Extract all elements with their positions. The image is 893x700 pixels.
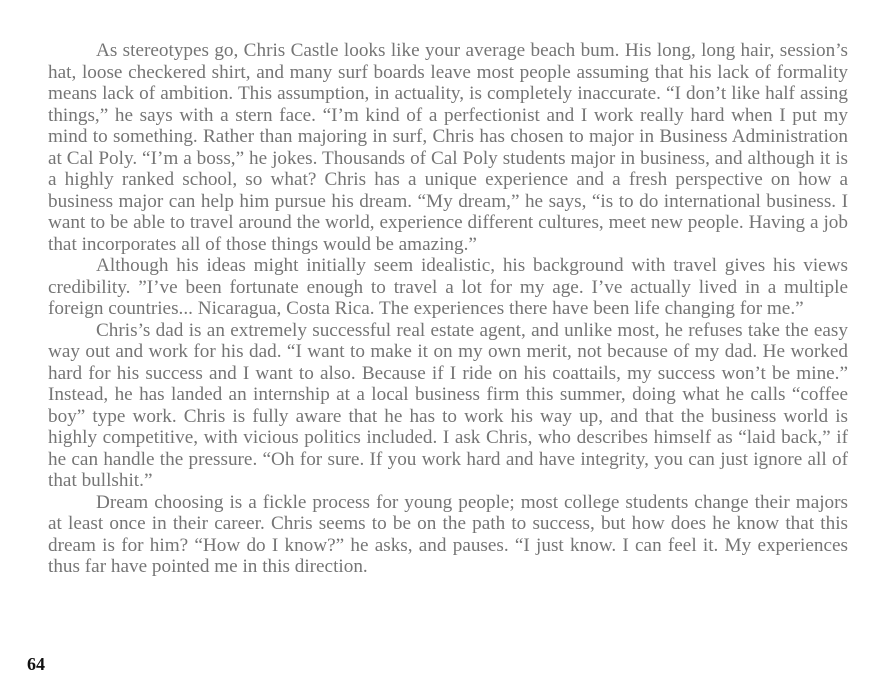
article-body bbox=[48, 40, 848, 578]
paragraph: As stereotypes go, Chris Castle looks like your average beach bum. His long, long hair, session’s hat, loose checkered shirt, and many surf boards leave most people assuming that his lack of formality means lack of ambition. This assumption, in actuality, is completely inaccurate. “I don’t like half assing things,” he says with a stern face. “I’m kind of a perfectionist and I work really hard when I put my mind to something. Rather than majoring in surf, Chris has chosen to major in Business Administration at Cal Poly. “I’m a boss,” he jokes. Thousands of Cal Poly students major in business, and although it is a highly ranked school, so what? Chris has a unique experience and a fresh perspective on how a business major can help him pursue his dream. “My dream,” he says, “is to do international business. I want to be able to travel around the world, experience different cultures, meet new people. Having a job that incorporates all of those things would be amazing.” bbox=[48, 40, 848, 255]
paragraph: Although his ideas might initially seem idealistic, his background with travel gives his views credibility. ”I’ve been fortunate enough to travel a lot for my age. I’ve actually lived in a multiple foreign countries... Nicaragua, Costa Rica. The experiences there have been life changing for me.” bbox=[48, 255, 848, 319]
paragraph: Dream choosing is a fickle process for young people; most college students change their majors at least once in their career. Chris seems to be on the path to success, but how does he know that this dream is for him? “How do I know?” he asks, and pauses. “I just know. I can feel it. My experiences thus far have pointed me in this direction. bbox=[48, 491, 848, 577]
paragraph: Chris’s dad is an extremely successful real estate agent, and unlike most, he refuses take the easy way out and work for his dad. “I want to make it on my own merit, not because of my dad. He worked hard for his success and I want to also. Because if I ride on his coattails, my success won’t be mine.” Instead, he has landed an internship at a local business firm this summer, doing what he calls “coffee boy” type work. Chris is fully aware that he has to work his way up, and that the business world is highly competitive, with vicious politics included. I ask Chris, who describes himself as “laid back,” if he can handle the pressure. “Oh for sure. If you work hard and have integrity, you can just ignore all of that bullshit.” bbox=[48, 319, 848, 491]
page-number: 64 bbox=[27, 654, 45, 674]
